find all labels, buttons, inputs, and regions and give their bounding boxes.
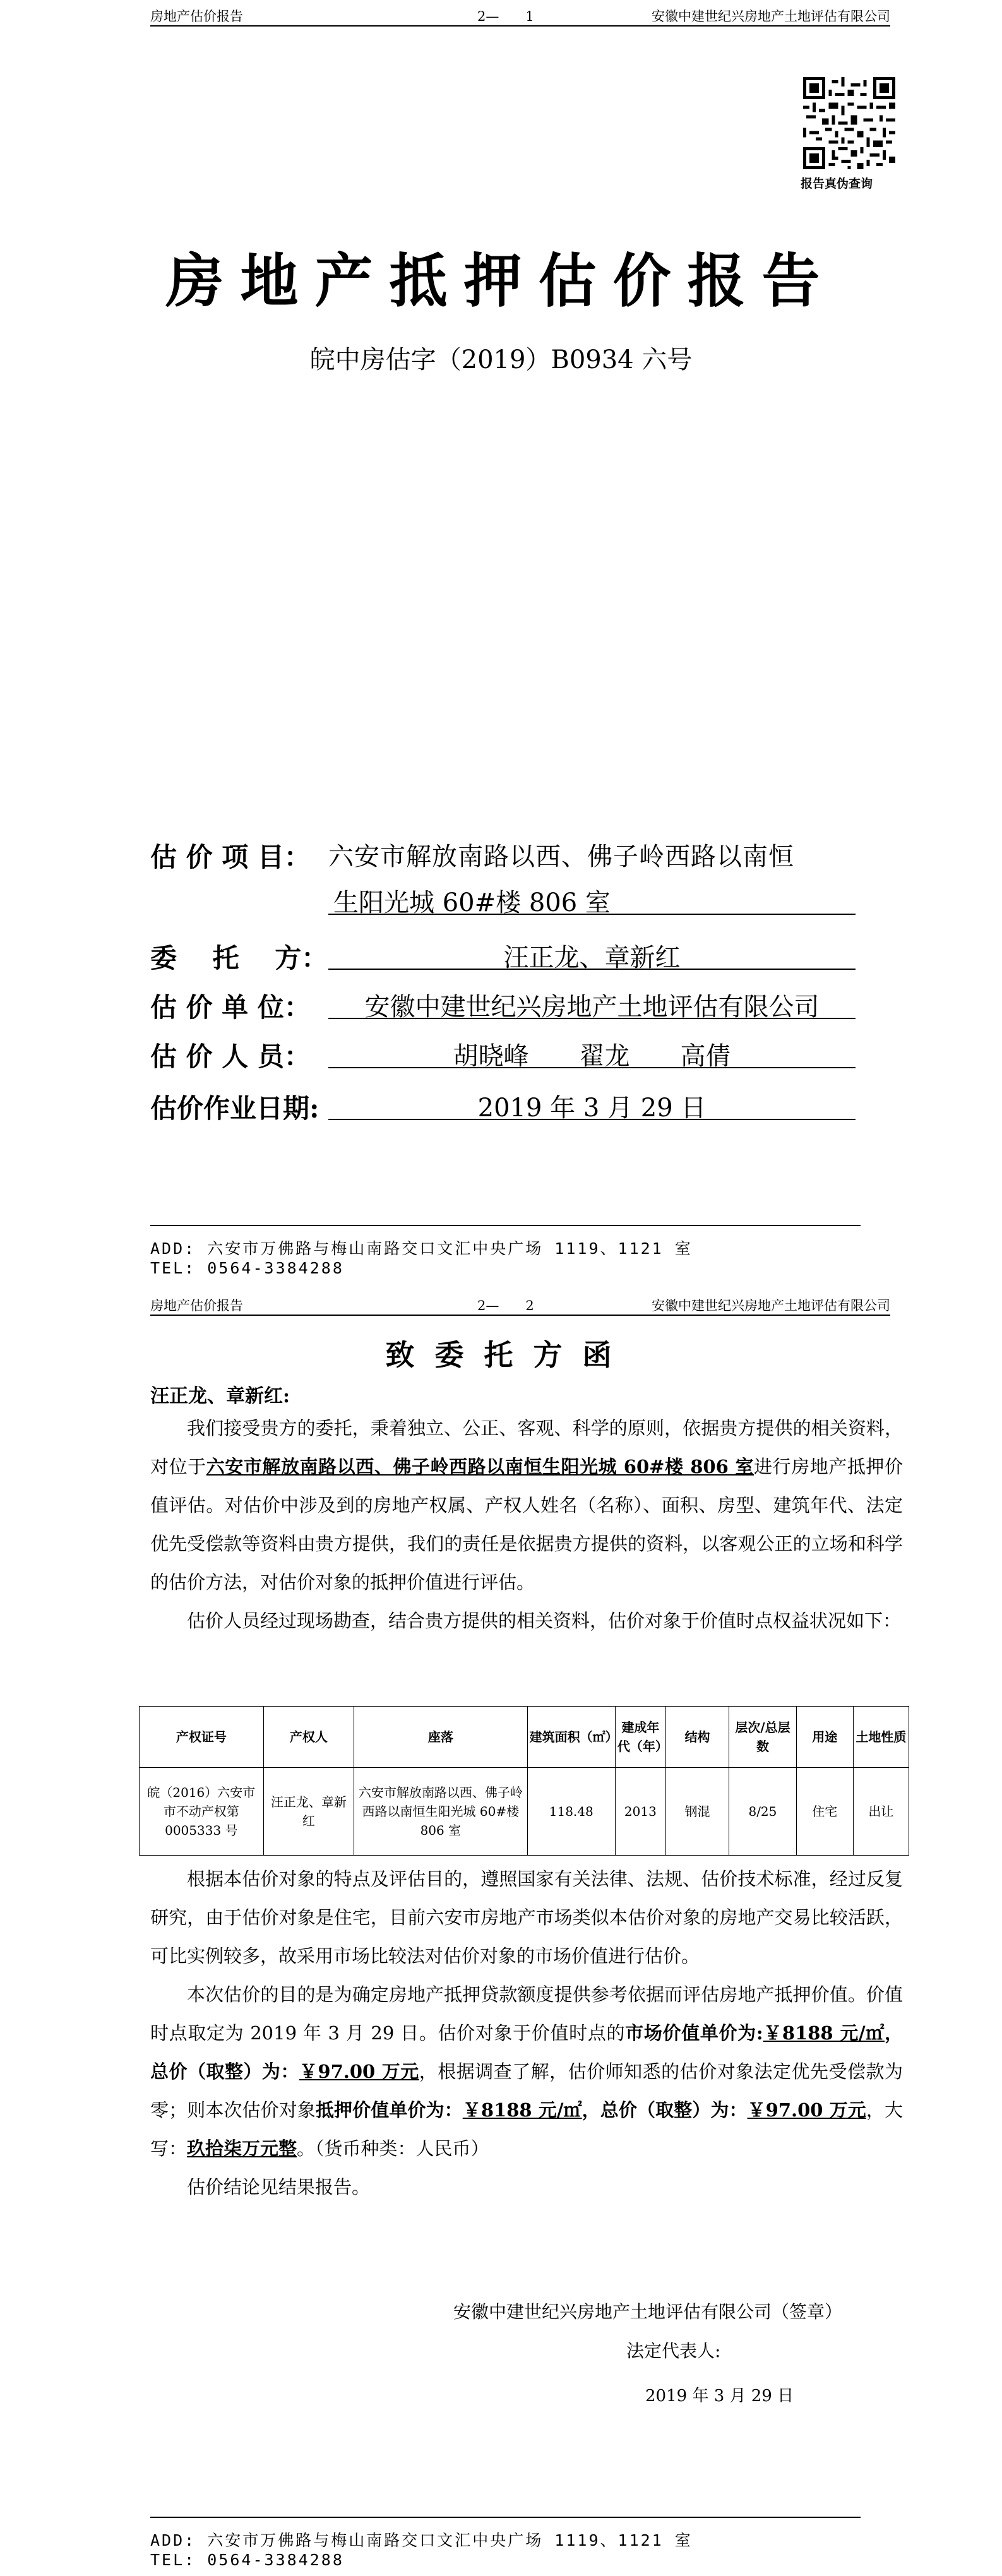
project-label: 估 价 项 目： <box>150 842 311 873</box>
col-header: 土地性质 <box>853 1707 909 1768</box>
date-underline <box>328 1119 856 1120</box>
table-cell: 皖（2016）六安市市不动产权第 0005333 号 <box>140 1768 264 1856</box>
page1-footer-rule <box>150 1225 861 1226</box>
qr-caption: 报告真伪查询 <box>801 177 873 191</box>
letter-title: 致 委 托 方 函 <box>385 1338 617 1372</box>
staff-value: 胡晓峰 翟龙 高倩 <box>453 1042 731 1071</box>
property-address: 六安市解放南路以西、佛子岭西路以南恒生阳光城 60#楼 806 室 <box>206 1456 754 1477</box>
table-cell: 六安市解放南路以西、佛子岭西路以南恒生阳光城 60#楼 806 室 <box>354 1768 528 1856</box>
table-header-row <box>140 1707 909 1768</box>
project-value-line1: 六安市解放南路以西、佛子岭西路以南恒 <box>328 842 794 871</box>
p1-text-c: 进行房地产抵押价值评估。对估价中涉及到的房地产权属、产权人姓名（名称）、面积、房型、建筑年代、法定优先受偿款等资料由贵方提供，我们的责任是依据贵方提供的资料，以客观公正的立场和科学的估价方法，对估价对象的抵押价值进行评估。 <box>150 1456 903 1593</box>
page1-footer-address: ADD: 六安市万佛路与梅山南路交口文汇中央广场 1119、1121 室 <box>150 1239 693 1258</box>
date-label: 估价作业日期: <box>150 1093 319 1124</box>
col-header: 结构 <box>665 1707 729 1768</box>
table-cell: 2013 <box>615 1768 665 1856</box>
unit-value: 安徽中建世纪兴房地产土地评估有限公司 <box>364 993 820 1022</box>
client-label: 委 托 方： <box>150 943 328 974</box>
report-title: 房地产抵押估价报告 <box>165 247 837 315</box>
legal-representative: 法定代表人: <box>626 2340 721 2361</box>
signature-company: 安徽中建世纪兴房地产土地评估有限公司（签章） <box>453 2301 843 2322</box>
client-underline <box>328 969 856 970</box>
col-header: 产权证号 <box>140 1707 264 1768</box>
qr-code-icon[interactable] <box>803 77 895 169</box>
page1-footer-tel: TEL: 0564-3384288 <box>150 1259 344 1277</box>
page2-footer-tel: TEL: 0564-3384288 <box>150 2551 344 2569</box>
col-header: 产权人 <box>263 1707 354 1768</box>
header-company: 安徽中建世纪兴房地产土地评估有限公司 <box>652 1298 890 1313</box>
table-cell: 8/25 <box>729 1768 797 1856</box>
header-left-text: 房地产估价报告 <box>150 9 243 24</box>
paragraph-valuation <box>150 1976 903 2168</box>
mortgage-unit-label: 抵押价值单价为： <box>315 2099 463 2121</box>
table-row <box>140 1768 909 1856</box>
staff-underline <box>328 1067 856 1068</box>
col-header: 层次/总层数 <box>729 1707 797 1768</box>
market-total-label: ，总价（取整）为： <box>150 2022 903 2082</box>
table-cell: 汪正龙、章新红 <box>263 1768 354 1856</box>
page2-header <box>150 1293 890 1316</box>
property-rights-table <box>139 1706 909 1856</box>
table-cell: 118.48 <box>527 1768 615 1856</box>
date-value: 2019 年 3 月 29 日 <box>477 1094 707 1123</box>
signature-date: 2019 年 3 月 29 日 <box>645 2387 794 2406</box>
market-unit-label: 市场价值单价为: <box>625 2022 763 2044</box>
p4-text: 本次估价的目的是为确定房地产抵押贷款额度提供参考依据而评估房地产抵押价值。价值时点取定为 2019 年 3 月 29 日。估价对象于价值时点的 <box>150 1984 903 2044</box>
p1-text-a: 我们接受贵方的委托，秉着独立、公正、客观、科学的原则，依据贵方提供的相关资料，对位于 <box>150 1417 903 1477</box>
table-cell: 钢混 <box>665 1768 729 1856</box>
project-underline <box>328 914 856 915</box>
page1-header <box>150 4 890 27</box>
header-left-text: 房地产估价报告 <box>150 1298 243 1313</box>
page2-footer-rule <box>150 2517 861 2518</box>
paragraph-survey: 估价人员经过现场勘查，结合贵方提供的相关资料，估价对象于价值时点权益状况如下： <box>187 1610 902 1631</box>
p4-text: 。（货币种类：人民币） <box>297 2138 489 2159</box>
col-header: 建筑面积（㎡） <box>527 1707 615 1768</box>
report-number: 皖中房估字（2019）B0934 六号 <box>309 345 693 374</box>
paragraph-method: 根据本估价对象的特点及评估目的，遵照国家有关法律、法规、估价技术标准，经过反复研究，由于估价对象是住宅，目前六安市房地产市场类似本估价对象的房地产交易比较活跃，可比实例较多，故采用市场比较法对估价对象的市场价值进行估价。 <box>150 1868 903 1967</box>
page2-footer-address: ADD: 六安市万佛路与梅山南路交口文汇中央广场 1119、1121 室 <box>150 2531 693 2549</box>
paragraph-commission <box>150 1409 903 1602</box>
market-total-price: ￥97.00 万元 <box>299 2061 419 2082</box>
mortgage-unit-price: ￥8188 元/㎡ <box>462 2099 582 2121</box>
salutation: 汪正龙、章新红: <box>150 1385 290 1407</box>
client-value: 汪正龙、章新红 <box>503 943 681 972</box>
header-company: 安徽中建世纪兴房地产土地评估有限公司 <box>652 9 890 24</box>
p4-text: ，根据调查了解，估价师知悉的估价对象法定优先受偿款为零；则本次估价对象 <box>150 2061 903 2121</box>
letter-body-continued <box>150 1860 903 2207</box>
col-header: 座落 <box>354 1707 528 1768</box>
col-header: 用途 <box>796 1707 853 1768</box>
col-header: 建成年代（年） <box>615 1707 665 1768</box>
market-unit-price: ￥8188 元/㎡ <box>763 2022 885 2044</box>
header-page-number: 2— 1 <box>477 9 534 24</box>
paragraph-conclusion: 估价结论见结果报告。 <box>187 2176 371 2198</box>
header-page-number: 2— 2 <box>477 1298 534 1313</box>
p4-text: ，大写： <box>150 2099 903 2159</box>
amount-in-words: 玖拾柒万元整 <box>187 2138 297 2159</box>
unit-underline <box>328 1018 856 1019</box>
project-value-line2: 生阳光城 60#楼 806 室 <box>333 888 611 917</box>
mortgage-total-label: ，总价（取整）为： <box>582 2099 748 2121</box>
table-cell: 住宅 <box>796 1768 853 1856</box>
unit-label: 估 价 单 位： <box>150 992 311 1023</box>
mortgage-total-price: ￥97.00 万元 <box>747 2099 866 2121</box>
letter-body <box>150 1409 903 1640</box>
staff-label: 估 价 人 员： <box>150 1041 311 1072</box>
table-cell: 出让 <box>853 1768 909 1856</box>
